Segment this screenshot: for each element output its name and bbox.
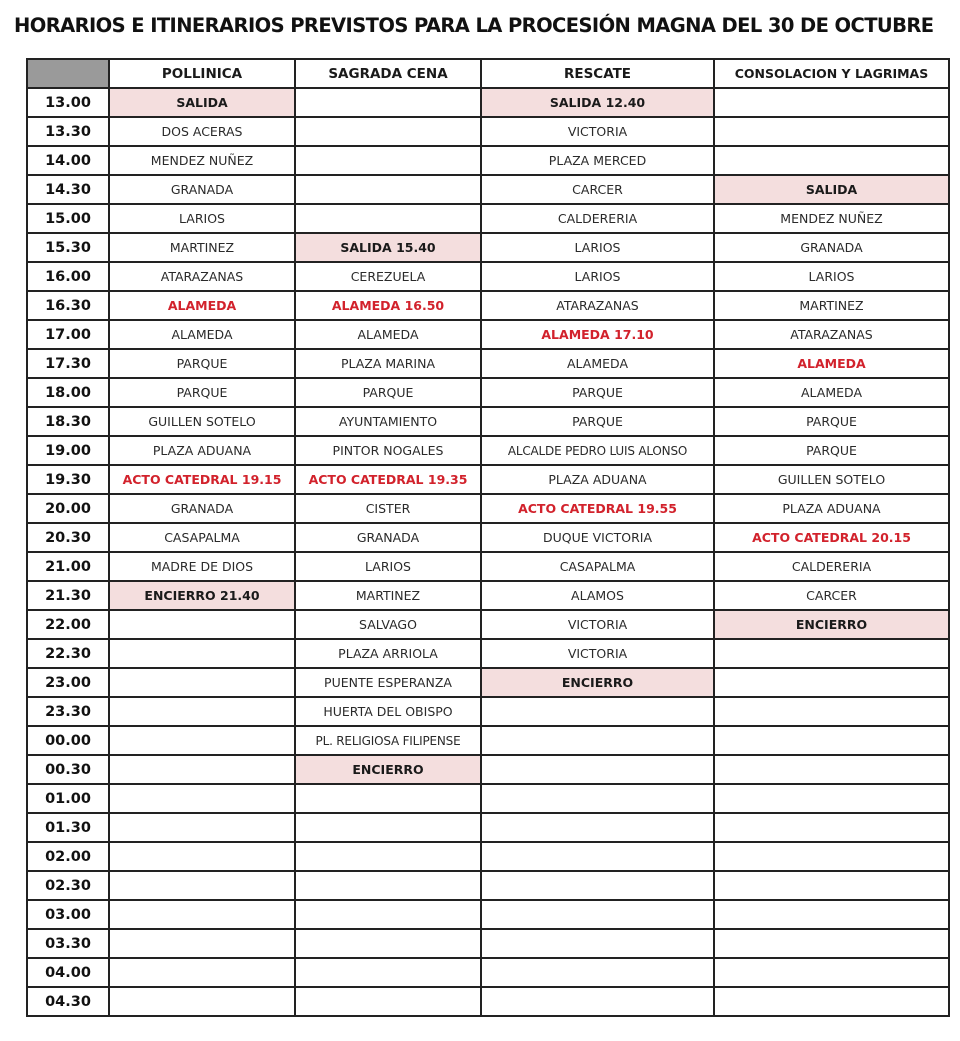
cell-sagrada-cena: PINTOR NOGALES: [295, 436, 481, 465]
table-row: [27, 465, 949, 494]
cell-pollinica: [109, 610, 295, 639]
cell-consolacion-y-lagrimas: [714, 958, 949, 987]
schedule-body: [27, 88, 949, 1016]
table-row: [27, 88, 949, 117]
cell-sagrada-cena: HUERTA DEL OBISPO: [295, 697, 481, 726]
table-row: [27, 784, 949, 813]
cell-consolacion-y-lagrimas: ACTO CATEDRAL 20.15: [714, 523, 949, 552]
column-header-rescate: RESCATE: [481, 59, 714, 88]
time-cell: 03.30: [27, 929, 109, 958]
cell-rescate: ENCIERRO: [481, 668, 714, 697]
cell-pollinica: GRANADA: [109, 494, 295, 523]
cell-pollinica: [109, 784, 295, 813]
table-row: [27, 581, 949, 610]
time-cell: 14.30: [27, 175, 109, 204]
cell-rescate: [481, 958, 714, 987]
cell-consolacion-y-lagrimas: ATARAZANAS: [714, 320, 949, 349]
time-cell: 01.30: [27, 813, 109, 842]
time-cell: 23.00: [27, 668, 109, 697]
cell-rescate: ALAMEDA: [481, 349, 714, 378]
table-row: [27, 900, 949, 929]
cell-pollinica: [109, 842, 295, 871]
table-row: [27, 523, 949, 552]
cell-consolacion-y-lagrimas: ENCIERRO: [714, 610, 949, 639]
cell-pollinica: [109, 726, 295, 755]
time-cell: 13.30: [27, 117, 109, 146]
cell-rescate: CALDERERIA: [481, 204, 714, 233]
time-cell: 22.00: [27, 610, 109, 639]
cell-sagrada-cena: GRANADA: [295, 523, 481, 552]
cell-consolacion-y-lagrimas: PARQUE: [714, 407, 949, 436]
cell-sagrada-cena: PLAZA ARRIOLA: [295, 639, 481, 668]
cell-sagrada-cena: SALIDA 15.40: [295, 233, 481, 262]
cell-consolacion-y-lagrimas: CARCER: [714, 581, 949, 610]
cell-pollinica: ALAMEDA: [109, 320, 295, 349]
cell-consolacion-y-lagrimas: MENDEZ NUÑEZ: [714, 204, 949, 233]
cell-pollinica: LARIOS: [109, 204, 295, 233]
cell-pollinica: PLAZA ADUANA: [109, 436, 295, 465]
cell-consolacion-y-lagrimas: [714, 784, 949, 813]
time-cell: 04.30: [27, 987, 109, 1016]
cell-rescate: ALAMEDA 17.10: [481, 320, 714, 349]
time-cell: 21.00: [27, 552, 109, 581]
cell-rescate: [481, 929, 714, 958]
cell-rescate: PARQUE: [481, 407, 714, 436]
time-cell: 04.00: [27, 958, 109, 987]
cell-sagrada-cena: LARIOS: [295, 552, 481, 581]
time-cell: 23.30: [27, 697, 109, 726]
cell-sagrada-cena: [295, 900, 481, 929]
cell-consolacion-y-lagrimas: CALDERERIA: [714, 552, 949, 581]
cell-rescate: PARQUE: [481, 378, 714, 407]
table-row: [27, 146, 949, 175]
table-row: [27, 755, 949, 784]
cell-pollinica: GUILLEN SOTELO: [109, 407, 295, 436]
cell-sagrada-cena: ALAMEDA 16.50: [295, 291, 481, 320]
table-row: [27, 436, 949, 465]
time-cell: 22.30: [27, 639, 109, 668]
cell-rescate: [481, 987, 714, 1016]
cell-pollinica: MADRE DE DIOS: [109, 552, 295, 581]
cell-rescate: VICTORIA: [481, 610, 714, 639]
time-cell: 03.00: [27, 900, 109, 929]
cell-pollinica: [109, 639, 295, 668]
time-cell: 18.00: [27, 378, 109, 407]
time-cell: 20.30: [27, 523, 109, 552]
cell-sagrada-cena: CISTER: [295, 494, 481, 523]
cell-pollinica: [109, 871, 295, 900]
cell-rescate: [481, 784, 714, 813]
time-cell: 19.00: [27, 436, 109, 465]
cell-consolacion-y-lagrimas: [714, 668, 949, 697]
page-title: HORARIOS E ITINERARIOS PREVISTOS PARA LA PROCESIÓN MAGNA DEL 30 DE OCTUBRE: [14, 14, 934, 37]
table-row: [27, 233, 949, 262]
cell-sagrada-cena: CEREZUELA: [295, 262, 481, 291]
cell-pollinica: [109, 958, 295, 987]
cell-pollinica: ENCIERRO 21.40: [109, 581, 295, 610]
time-cell: 18.30: [27, 407, 109, 436]
cell-sagrada-cena: [295, 813, 481, 842]
cell-rescate: VICTORIA: [481, 117, 714, 146]
cell-rescate: [481, 900, 714, 929]
table-row: [27, 349, 949, 378]
table-row: [27, 378, 949, 407]
table-row: [27, 610, 949, 639]
cell-sagrada-cena: [295, 117, 481, 146]
cell-pollinica: GRANADA: [109, 175, 295, 204]
time-cell: 02.30: [27, 871, 109, 900]
cell-pollinica: SALIDA: [109, 88, 295, 117]
table-row: [27, 320, 949, 349]
column-header-sagrada-cena: SAGRADA CENA: [295, 59, 481, 88]
cell-consolacion-y-lagrimas: [714, 871, 949, 900]
cell-consolacion-y-lagrimas: [714, 726, 949, 755]
cell-consolacion-y-lagrimas: [714, 929, 949, 958]
cell-pollinica: [109, 668, 295, 697]
table-row: [27, 262, 949, 291]
cell-consolacion-y-lagrimas: SALIDA: [714, 175, 949, 204]
cell-consolacion-y-lagrimas: PLAZA ADUANA: [714, 494, 949, 523]
table-row: [27, 871, 949, 900]
cell-pollinica: ALAMEDA: [109, 291, 295, 320]
time-cell: 01.00: [27, 784, 109, 813]
table-row: [27, 987, 949, 1016]
table-row: [27, 697, 949, 726]
cell-sagrada-cena: [295, 88, 481, 117]
cell-consolacion-y-lagrimas: [714, 639, 949, 668]
cell-pollinica: [109, 813, 295, 842]
cell-pollinica: [109, 900, 295, 929]
cell-sagrada-cena: MARTINEZ: [295, 581, 481, 610]
table-row: [27, 813, 949, 842]
cell-pollinica: [109, 929, 295, 958]
cell-consolacion-y-lagrimas: [714, 146, 949, 175]
header-row: [27, 59, 949, 88]
time-cell: 14.00: [27, 146, 109, 175]
table-row: [27, 204, 949, 233]
cell-sagrada-cena: ALAMEDA: [295, 320, 481, 349]
time-cell: 17.00: [27, 320, 109, 349]
cell-pollinica: DOS ACERAS: [109, 117, 295, 146]
table-row: [27, 552, 949, 581]
table-row: [27, 639, 949, 668]
cell-sagrada-cena: [295, 871, 481, 900]
cell-sagrada-cena: [295, 784, 481, 813]
cell-consolacion-y-lagrimas: LARIOS: [714, 262, 949, 291]
cell-sagrada-cena: PLAZA MARINA: [295, 349, 481, 378]
table-row: [27, 842, 949, 871]
cell-consolacion-y-lagrimas: [714, 987, 949, 1016]
cell-sagrada-cena: [295, 987, 481, 1016]
cell-rescate: [481, 726, 714, 755]
cell-rescate: ACTO CATEDRAL 19.55: [481, 494, 714, 523]
time-cell: 16.30: [27, 291, 109, 320]
cell-rescate: [481, 871, 714, 900]
corner-cell: [27, 59, 109, 88]
time-cell: 00.00: [27, 726, 109, 755]
table-row: [27, 494, 949, 523]
cell-sagrada-cena: [295, 958, 481, 987]
cell-rescate: LARIOS: [481, 262, 714, 291]
cell-rescate: VICTORIA: [481, 639, 714, 668]
cell-pollinica: MENDEZ NUÑEZ: [109, 146, 295, 175]
time-cell: 19.30: [27, 465, 109, 494]
cell-consolacion-y-lagrimas: [714, 813, 949, 842]
cell-sagrada-cena: [295, 842, 481, 871]
time-cell: 15.00: [27, 204, 109, 233]
cell-sagrada-cena: ACTO CATEDRAL 19.35: [295, 465, 481, 494]
time-cell: 00.30: [27, 755, 109, 784]
cell-sagrada-cena: AYUNTAMIENTO: [295, 407, 481, 436]
cell-pollinica: PARQUE: [109, 349, 295, 378]
cell-consolacion-y-lagrimas: ALAMEDA: [714, 378, 949, 407]
cell-consolacion-y-lagrimas: GUILLEN SOTELO: [714, 465, 949, 494]
cell-rescate: [481, 755, 714, 784]
table-row: [27, 668, 949, 697]
cell-pollinica: MARTINEZ: [109, 233, 295, 262]
cell-rescate: ATARAZANAS: [481, 291, 714, 320]
cell-sagrada-cena: [295, 146, 481, 175]
cell-sagrada-cena: [295, 204, 481, 233]
table-row: [27, 407, 949, 436]
time-cell: 17.30: [27, 349, 109, 378]
cell-pollinica: PARQUE: [109, 378, 295, 407]
cell-pollinica: ACTO CATEDRAL 19.15: [109, 465, 295, 494]
cell-rescate: [481, 697, 714, 726]
schedule-table: [26, 58, 950, 1017]
cell-consolacion-y-lagrimas: [714, 900, 949, 929]
cell-pollinica: CASAPALMA: [109, 523, 295, 552]
cell-consolacion-y-lagrimas: MARTINEZ: [714, 291, 949, 320]
cell-consolacion-y-lagrimas: ALAMEDA: [714, 349, 949, 378]
time-cell: 21.30: [27, 581, 109, 610]
cell-pollinica: [109, 697, 295, 726]
table-row: [27, 929, 949, 958]
cell-sagrada-cena: [295, 929, 481, 958]
cell-pollinica: [109, 987, 295, 1016]
cell-sagrada-cena: PL. RELIGIOSA FILIPENSE: [295, 726, 481, 755]
cell-rescate: LARIOS: [481, 233, 714, 262]
time-cell: 02.00: [27, 842, 109, 871]
cell-sagrada-cena: ENCIERRO: [295, 755, 481, 784]
cell-consolacion-y-lagrimas: [714, 117, 949, 146]
table-row: [27, 726, 949, 755]
cell-rescate: SALIDA 12.40: [481, 88, 714, 117]
table-row: [27, 291, 949, 320]
time-cell: 13.00: [27, 88, 109, 117]
cell-consolacion-y-lagrimas: [714, 755, 949, 784]
cell-rescate: [481, 842, 714, 871]
column-header-pollinica: POLLINICA: [109, 59, 295, 88]
table-row: [27, 958, 949, 987]
cell-sagrada-cena: PUENTE ESPERANZA: [295, 668, 481, 697]
cell-consolacion-y-lagrimas: [714, 842, 949, 871]
cell-rescate: DUQUE VICTORIA: [481, 523, 714, 552]
table-row: [27, 117, 949, 146]
cell-sagrada-cena: [295, 175, 481, 204]
cell-pollinica: [109, 755, 295, 784]
cell-sagrada-cena: PARQUE: [295, 378, 481, 407]
time-cell: 16.00: [27, 262, 109, 291]
cell-rescate: ALCALDE PEDRO LUIS ALONSO: [481, 436, 714, 465]
cell-sagrada-cena: SALVAGO: [295, 610, 481, 639]
cell-consolacion-y-lagrimas: [714, 697, 949, 726]
cell-rescate: CASAPALMA: [481, 552, 714, 581]
cell-rescate: [481, 813, 714, 842]
column-header-consolacion-y-lagrimas: CONSOLACION Y LAGRIMAS: [714, 59, 949, 88]
cell-rescate: CARCER: [481, 175, 714, 204]
cell-consolacion-y-lagrimas: PARQUE: [714, 436, 949, 465]
cell-rescate: PLAZA MERCED: [481, 146, 714, 175]
cell-rescate: ALAMOS: [481, 581, 714, 610]
cell-rescate: PLAZA ADUANA: [481, 465, 714, 494]
time-cell: 20.00: [27, 494, 109, 523]
cell-consolacion-y-lagrimas: [714, 88, 949, 117]
cell-consolacion-y-lagrimas: GRANADA: [714, 233, 949, 262]
time-cell: 15.30: [27, 233, 109, 262]
table-row: [27, 175, 949, 204]
cell-pollinica: ATARAZANAS: [109, 262, 295, 291]
